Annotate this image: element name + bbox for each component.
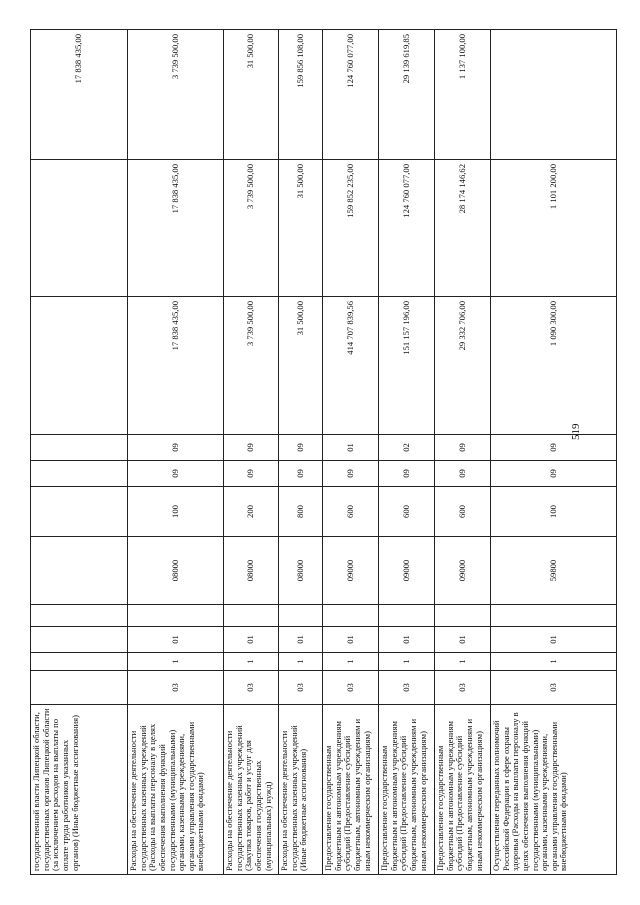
amount-3: 159 856 108,00 xyxy=(279,30,323,160)
code-om: 01 xyxy=(279,627,323,653)
amount-3: 124 760 077,00 xyxy=(323,30,379,160)
budget-table xyxy=(30,29,617,875)
code-sp: 1 xyxy=(128,653,224,671)
amount-1: 31 500,00 xyxy=(279,297,323,435)
code-subsection xyxy=(31,435,128,461)
code-om xyxy=(31,627,128,653)
amount-3: 3 739 500,00 xyxy=(128,30,224,160)
budget-table-rotated xyxy=(30,30,616,875)
code-gp: 03 xyxy=(224,671,279,705)
code-sp: 1 xyxy=(323,653,379,671)
code-section: 09 xyxy=(279,461,323,487)
code-empty xyxy=(323,605,379,627)
code-direction: 59800 xyxy=(491,537,617,605)
amount-1: 3 739 500,00 xyxy=(224,297,279,435)
code-vr: 100 xyxy=(491,487,617,537)
amount-1: 414 707 839,56 xyxy=(323,297,379,435)
code-sp: 1 xyxy=(379,653,435,671)
code-om: 01 xyxy=(323,627,379,653)
code-direction xyxy=(31,537,128,605)
amount-1: 151 157 196,00 xyxy=(379,297,435,435)
page-number: 519 xyxy=(570,423,582,440)
table-row xyxy=(128,30,224,875)
code-vr: 600 xyxy=(379,487,435,537)
code-subsection: 02 xyxy=(379,435,435,461)
code-subsection: 09 xyxy=(435,435,491,461)
code-gp: 03 xyxy=(491,671,617,705)
table-row xyxy=(435,30,491,875)
code-om: 01 xyxy=(379,627,435,653)
code-gp: 03 xyxy=(379,671,435,705)
code-sp: 1 xyxy=(279,653,323,671)
code-direction: 09000 xyxy=(379,537,435,605)
code-gp: 03 xyxy=(128,671,224,705)
code-direction: 08000 xyxy=(279,537,323,605)
code-vr: 100 xyxy=(128,487,224,537)
row-description: Предоставление государственным бюджетным и автономным учреждениям субсидий (Предоставление субсидий бюджетным, автономным учреждениям и иным некоммерческим организациям) xyxy=(435,705,491,875)
table-row xyxy=(224,30,279,875)
amount-1: 17 838 435,00 xyxy=(128,297,224,435)
code-direction: 08000 xyxy=(128,537,224,605)
code-direction: 08000 xyxy=(224,537,279,605)
code-empty xyxy=(491,605,617,627)
amount-3: 29 139 619,85 xyxy=(379,30,435,160)
row-description: Расходы на обеспечение деятельности государственных казенных учреждений (Закупка товаров, работ и услуг для обеспечения государственных (муниципальных) нужд) xyxy=(224,705,279,875)
amount-2: 159 852 235,00 xyxy=(323,160,379,297)
code-om: 01 xyxy=(128,627,224,653)
code-empty xyxy=(224,605,279,627)
code-empty xyxy=(128,605,224,627)
code-subsection: 09 xyxy=(279,435,323,461)
row-description: государственной власти Липецкой области, государственных органов Липецкой области (за исключением расходов на выплаты по оплате труда работников указанных органов) (Иные бюджетные ассигнования) xyxy=(31,705,128,875)
amount-2: 17 838 435,00 xyxy=(128,160,224,297)
amount-2 xyxy=(31,160,128,297)
code-gp xyxy=(31,671,128,705)
code-empty xyxy=(279,605,323,627)
code-gp: 03 xyxy=(323,671,379,705)
row-description: Предоставление государственным бюджетным и автономным учреждениям субсидий (Предоставление субсидий бюджетным, автономным учреждениям и иным некоммерческим организациям) xyxy=(379,705,435,875)
amount-2: 31 500,00 xyxy=(279,160,323,297)
code-subsection: 09 xyxy=(224,435,279,461)
code-empty xyxy=(31,605,128,627)
code-sp: 1 xyxy=(435,653,491,671)
code-section: 09 xyxy=(224,461,279,487)
code-sp xyxy=(31,653,128,671)
table-row xyxy=(379,30,435,875)
code-om: 01 xyxy=(224,627,279,653)
code-vr: 800 xyxy=(279,487,323,537)
code-section: 09 xyxy=(128,461,224,487)
code-vr xyxy=(31,487,128,537)
code-empty xyxy=(435,605,491,627)
code-direction: 09000 xyxy=(435,537,491,605)
code-section xyxy=(31,461,128,487)
table-row xyxy=(491,30,617,875)
amount-3: 31 500,00 xyxy=(224,30,279,160)
code-section: 09 xyxy=(379,461,435,487)
amount-2: 124 760 077,00 xyxy=(379,160,435,297)
row-description: Расходы на обеспечение деятельности государственных казенных учреждений (Иные бюджетные ассигнования) xyxy=(279,705,323,875)
table-row xyxy=(279,30,323,875)
code-sp: 1 xyxy=(224,653,279,671)
code-vr: 600 xyxy=(435,487,491,537)
table-row xyxy=(31,30,128,875)
amount-3 xyxy=(491,30,617,160)
table-body xyxy=(31,30,617,875)
amount-3: 1 137 100,00 xyxy=(435,30,491,160)
code-vr: 600 xyxy=(323,487,379,537)
amount-2: 1 101 200,00 xyxy=(491,160,617,297)
amount-1 xyxy=(31,297,128,435)
amount-3: 17 838 435,00 xyxy=(31,30,128,160)
code-subsection: 09 xyxy=(128,435,224,461)
code-vr: 200 xyxy=(224,487,279,537)
row-description: Расходы на обеспечение деятельности государственных казенных учреждений (Расходы на выплаты персоналу в целях обеспечения выполнения функций государственными (муниципальными) органами, казенными учреждениями, органами управления государственными внебюджетными фондами) xyxy=(128,705,224,875)
code-section: 09 xyxy=(323,461,379,487)
amount-1: 1 090 300,00 xyxy=(491,297,617,435)
amount-2: 28 174 146,62 xyxy=(435,160,491,297)
row-description: Предоставление государственным бюджетным и автономным учреждениям субсидий (Предоставление субсидий бюджетным, автономным учреждениям и иным некоммерческим организациям) xyxy=(323,705,379,875)
code-sp: 1 xyxy=(491,653,617,671)
code-empty xyxy=(379,605,435,627)
code-om: 01 xyxy=(491,627,617,653)
code-section: 09 xyxy=(491,461,617,487)
code-subsection: 01 xyxy=(323,435,379,461)
code-subsection: 09 xyxy=(491,435,617,461)
code-om: 01 xyxy=(435,627,491,653)
row-description: Осуществление переданных полномочий Российской Федерации в сфере охраны здоровья (Расходы на выплаты персоналу в целях обеспечения выполнения функций государственными (муниципальными) органами, казенными учреждениями, органами управления государственными внебюджетными фондами) xyxy=(491,705,617,875)
code-gp: 03 xyxy=(435,671,491,705)
table-row xyxy=(323,30,379,875)
code-section: 09 xyxy=(435,461,491,487)
amount-1: 29 332 706,00 xyxy=(435,297,491,435)
amount-2: 3 739 500,00 xyxy=(224,160,279,297)
code-gp: 03 xyxy=(279,671,323,705)
code-direction: 09000 xyxy=(323,537,379,605)
